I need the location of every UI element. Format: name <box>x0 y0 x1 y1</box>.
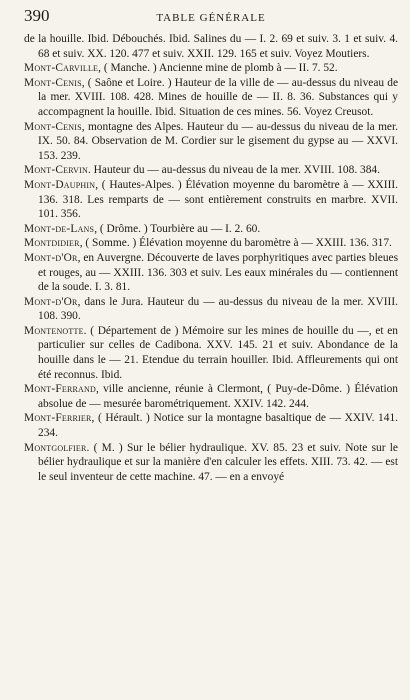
entry-text: , ( Somme. ) Élévation moyenne du baromètre à — XXIII. 136. 317. <box>79 237 392 250</box>
index-entry <box>24 441 398 485</box>
index-entry <box>24 236 398 251</box>
entry-text: , ( Saône et Loire. ) Hauteur de la ville de — au-dessus du niveau de la mer. XVIII. 108. 428. Mines de houille de — II. 8. 36. Substances qui y accompagnent la houille. Ibid. Situation de ces mines. 56. Voyez Creusot. <box>38 76 398 118</box>
index-entry <box>24 411 398 440</box>
entry-text: , ( Manche. ) Ancienne mine de plomb à — II. 7. 52. <box>98 62 338 75</box>
index-entry <box>24 178 398 222</box>
entry-text: . ( M. ) Sur le bélier hydraulique. XV. 85. 23 et suiv. Note sur le bélier hydraulique et sur la manière d'en calculer les effets. XIII. 73. 42. — est le seul inventeur de cette machine. 47. — en a envoyé <box>38 441 398 483</box>
entry-head: Mont-d'Or <box>24 295 78 308</box>
index-entry <box>24 251 398 295</box>
index-entry <box>24 76 398 120</box>
entry-text: , ( Hautes-Alpes. ) Élévation moyenne du baromètre à — XXIII. 136. 318. Les remparts de — sont entièrement construits en marbre. XVII. 101. 356. <box>38 178 398 221</box>
entry-text: , montagne des Alpes. Hauteur du — au-dessus du niveau de la mer. IX. 50. 84. Observation de M. Cordier sur le gisement du gypse au — XXVI. 153. 239. <box>38 120 398 162</box>
index-entry <box>24 222 398 237</box>
page-header <box>24 6 398 28</box>
entry-text: , dans le Jura. Hauteur du — au-dessus du niveau de la mer. XVIII. 108. 390. <box>38 295 398 323</box>
entry-text: , en Auvergne. Découverte de laves porphyritiques avec parties bleues et rouges, au — XXIII. 136. 303 et suiv. Les eaux minérales du — contiennent de la soude. I. 3. 81. <box>38 251 398 294</box>
entry-head: Mont-Ferrier <box>24 412 92 425</box>
entry-head: Mont-Cervin <box>24 164 88 177</box>
entry-head: Mont-Dauphin <box>24 178 96 191</box>
page-number: 390 <box>24 6 50 25</box>
entry-head: Montenotte <box>24 324 84 337</box>
index-entries <box>24 32 398 484</box>
index-entry <box>24 382 398 411</box>
index-entry <box>24 120 398 164</box>
entry-head: Mont-Cenis <box>24 76 82 89</box>
entry-head: Mont-d'Or <box>24 251 78 264</box>
entry-head: Mont-Carville <box>24 62 99 75</box>
index-entry <box>24 32 398 61</box>
entry-text: . Hauteur du — au-dessus du niveau de la mer. XVIII. 108. 384. <box>87 164 380 177</box>
entry-text: . ( Département de ) Mémoire sur les mines de houille du —, et en particulier sur celles de Cadibona. XXV. 145. 21 et suiv. Abondance de la houille dans le — 21. Etendue du terrain houiller. Ibid. Affleurements qui ont été reconnus. Ibid. <box>38 324 398 381</box>
entry-text: , ville ancienne, réunie à Clermont, ( Puy-de-Dôme. ) Élévation absolue de — mesurée barométriquement. XXIV. 142. 244. <box>38 383 398 410</box>
index-entry <box>24 295 398 324</box>
entry-head: Mont-Cenis <box>24 120 82 133</box>
entry-head: Montgolfier <box>24 441 87 454</box>
entry-text: , ( Hérault. ) Notice sur la montagne basaltique de — XXIV. 141. 234. <box>38 412 398 440</box>
entry-head: Mont-de-Lans <box>24 222 95 235</box>
entry-head: Montdidier <box>24 237 80 250</box>
index-entry <box>24 324 398 382</box>
running-title: TABLE GÉNÉRALE <box>156 12 266 24</box>
entry-text: , ( Drôme. ) Tourbière au — I. 2. 60. <box>94 222 261 235</box>
entry-head: Mont-Ferrand <box>24 383 96 396</box>
index-entry <box>24 61 398 76</box>
entry-text: de la houille. Ibid. Débouchés. Ibid. Salines du — I. 2. 69 et suiv. 3. 1 et suiv. 4. 68 et suiv. XX. 120. 477 et suiv. XXII. 129. 165 et suiv. Voyez Moutiers. <box>24 33 398 60</box>
index-entry <box>24 163 398 178</box>
